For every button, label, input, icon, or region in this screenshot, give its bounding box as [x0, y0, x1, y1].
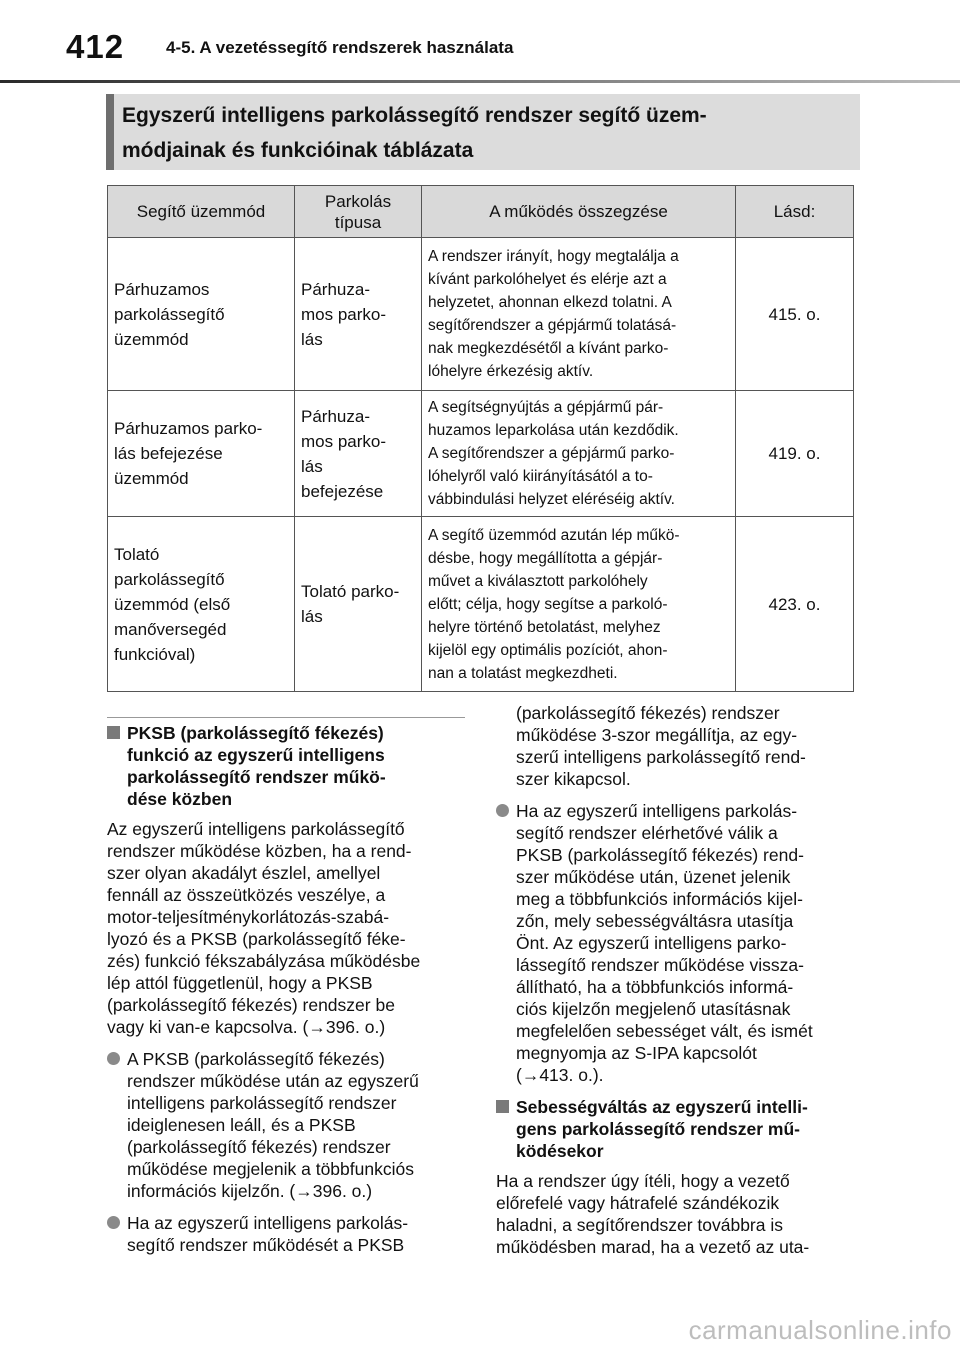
text-line: gens parkolássegítő rendszer mű-	[516, 1119, 800, 1139]
cell-line: A rendszer irányít, hogy megtalálja a	[428, 248, 679, 265]
text-line: működésben marad, ha a vezető az uta-	[496, 1237, 810, 1257]
cell-line: segítőrendszer a gépjármű tolatásá-	[428, 317, 677, 334]
text-line: ciós kijelzőn megjelenő utasításnak	[516, 999, 791, 1019]
text-line: dése közben	[127, 789, 233, 809]
cell-line: befejezése	[301, 481, 384, 501]
cell-ref: 419. o.	[736, 391, 854, 517]
cell-line: üzemmód	[114, 329, 189, 349]
text-line: fennáll az összeütközés veszélye, a	[107, 885, 386, 905]
text-line: (parkolássegítő fékezés) rendszer	[127, 1137, 391, 1157]
text-line: Ha a rendszer úgy ítéli, hogy a vezető	[496, 1171, 790, 1191]
square-bullet-icon	[496, 1100, 509, 1113]
chapter-title: 4-5. A vezetéssegítő rendszerek használata	[166, 38, 514, 57]
cell-line: A segítőrendszer a gépjármű parko-	[428, 445, 675, 462]
cell-type	[295, 238, 422, 391]
text-line: rendszer működése után az egyszerű	[127, 1071, 419, 1091]
text-line: motor-teljesítménykorlátozás-szabá-	[107, 907, 390, 927]
pksb-heading	[107, 722, 465, 810]
header-cell-type	[295, 186, 422, 238]
text-line: megnyomja az S-IPA kapcsolót	[516, 1043, 757, 1063]
cell-line: lás	[301, 456, 323, 476]
cell-line: parkolássegítő	[114, 304, 225, 324]
section-title-line: Egyszerű intelligens parkolássegítő rendszer segítő üzem-	[122, 104, 707, 127]
header-line: Parkolás	[324, 191, 392, 211]
text-line: szer olyan akadályt észlel, amellyel	[107, 863, 381, 883]
cell-line: nak megkezdésétől a kívánt parko-	[428, 340, 669, 357]
cell-ref: 423. o.	[736, 517, 854, 692]
text-line: PKSB (parkolássegítő fékezés)	[127, 723, 384, 743]
cell-line: manőversegéd	[114, 619, 227, 639]
cell-line: előtt; célja, hogy segítse a parkoló-	[428, 595, 668, 613]
header-line: Lásd:	[773, 202, 816, 221]
left-column	[107, 722, 465, 1266]
bullet-item	[496, 800, 854, 1086]
cell-mode	[108, 238, 295, 391]
cell-line: mos parko-	[301, 304, 387, 324]
text-line: vagy ki van-e kapcsolva. (→396. o.)	[107, 1017, 386, 1037]
cell-line: művet a kiválasztott parkolóhely	[428, 572, 648, 590]
text-line: szerű intelligens parkolássegítő rend-	[516, 747, 806, 767]
text-line: Sebességváltás az egyszerű intelli-	[516, 1097, 808, 1117]
cell-line: mos parko-	[301, 431, 387, 451]
text-line: zőn, mely sebességváltásra utasítja	[516, 911, 794, 931]
cell-summary	[422, 238, 736, 391]
text-line: Az egyszerű intelligens parkolássegítő	[107, 819, 405, 839]
cell-line: Párhuza-	[301, 406, 370, 426]
cell-line: Párhuzamos	[114, 279, 210, 299]
header-cell-mode	[108, 186, 295, 238]
square-bullet-icon	[107, 726, 120, 739]
cell-line: Tolató	[114, 544, 160, 564]
cell-line: Párhuza-	[301, 279, 370, 299]
header-line: A működés összegzése	[489, 202, 668, 221]
text-line: ködésekor	[516, 1141, 604, 1161]
cell-line: lóhelyről való kiirányításától a to-	[428, 468, 653, 485]
text-line: segítő rendszer elérhetővé válik a	[516, 823, 778, 843]
cell-ref: 415. o.	[736, 238, 854, 391]
text-line: parkolássegítő rendszer műkö-	[127, 767, 386, 787]
header-rule	[0, 80, 960, 83]
header-cell-ref	[736, 186, 854, 238]
cell-summary	[422, 391, 736, 517]
cell-mode	[108, 517, 295, 692]
text-line: (parkolássegítő fékezés) rendszer be	[107, 995, 395, 1015]
table-row	[108, 517, 854, 692]
text-line: állítható, ha a többfunkciós informá-	[516, 977, 794, 997]
text-line: meg a többfunkciós információs kijel-	[516, 889, 803, 909]
text-line: haladni, a segítőrendszer továbbra is	[496, 1215, 783, 1235]
text-line: Önt. Az egyszerű intelligens parko-	[516, 933, 787, 953]
text-line: funkció az egyszerű intelligens	[127, 745, 385, 765]
cell-line: funkcióval)	[114, 644, 196, 664]
cell-line: lás befejezése	[114, 444, 223, 463]
cell-line: Tolató parko-	[301, 582, 400, 601]
cell-line: lás	[301, 329, 323, 349]
bullet-continuation	[496, 702, 854, 790]
text-line: (→413. o.).	[516, 1065, 604, 1085]
text-line: Ha az egyszerű intelligens parkolás-	[516, 801, 798, 821]
text-line: intelligens parkolássegítő rendszer	[127, 1093, 397, 1113]
cell-line: kijelöl egy optimális pozíciót, ahon-	[428, 641, 668, 659]
right-column	[496, 702, 854, 1268]
section-title	[106, 94, 860, 170]
text-line: (parkolássegítő fékezés) rendszer	[516, 703, 780, 723]
page-number: 412	[66, 28, 125, 65]
round-bullet-icon	[107, 1052, 120, 1065]
cell-line: lás	[301, 607, 323, 626]
cell-line: üzemmód	[114, 469, 189, 488]
text-line: lássegítő rendszer működése vissza-	[516, 955, 804, 975]
table-header-row	[108, 186, 854, 238]
cell-type	[295, 517, 422, 692]
cell-line: désbe, hogy megállította a gépjár-	[428, 549, 663, 567]
gearshift-heading	[496, 1096, 854, 1162]
text-line: működése 3-szor megállítja, az egy-	[516, 725, 798, 745]
section-title-line: módjainak és funkcióinak táblázata	[122, 139, 474, 162]
cell-line: kívánt parkolóhelyet és elérje azt a	[428, 271, 667, 288]
bullet-item	[107, 1048, 465, 1202]
pksb-paragraph	[107, 818, 465, 1038]
table-row	[108, 238, 854, 391]
cell-line: A segítségnyújtás a gépjármű pár-	[428, 399, 664, 416]
text-line: előrefelé vagy hátrafelé szándékozik	[496, 1193, 780, 1213]
cell-summary	[422, 517, 736, 692]
text-line: működése megjelenik a többfunkciós	[127, 1159, 414, 1179]
header-cell-summary	[422, 186, 736, 238]
text-line: szer kikapcsol.	[516, 769, 631, 789]
text-line: lyozó és a PKSB (parkolássegítő féke-	[107, 929, 406, 949]
cell-line: vábbindulási helyzet eléréséig aktív.	[428, 491, 675, 508]
text-line: ideiglenesen leáll, és a PKSB	[127, 1115, 356, 1135]
text-line: lép attól függetlenül, hogy a PKSB	[107, 973, 373, 993]
text-line: megfelelően sebességet vált, és ismét	[516, 1021, 813, 1041]
round-bullet-icon	[107, 1216, 120, 1229]
cell-line: Párhuzamos parko-	[114, 419, 263, 438]
text-line: segítő rendszer működését a PKSB	[127, 1235, 405, 1255]
header-line: típusa	[334, 212, 382, 232]
round-bullet-icon	[496, 804, 509, 817]
text-line: A PKSB (parkolássegítő fékezés)	[127, 1049, 385, 1069]
column-divider	[107, 717, 465, 718]
watermark: carmanualsonline.info	[688, 1315, 952, 1345]
cell-type	[295, 391, 422, 517]
text-line: zés) funkció fékszabályzása működésbe	[107, 951, 421, 971]
cell-line: huzamos leparkolása után kezdődik.	[428, 422, 679, 439]
table-row	[108, 391, 854, 517]
modes-table	[107, 185, 854, 692]
text-line: PKSB (parkolássegítő fékezés) rend-	[516, 845, 804, 865]
cell-mode	[108, 391, 295, 517]
cell-line: parkolássegítő	[114, 569, 225, 589]
cell-line: A segítő üzemmód azután lép műkö-	[428, 526, 680, 544]
bullet-item	[107, 1212, 465, 1256]
cell-line: helyre történő betolatást, melyhez	[428, 618, 661, 636]
header-line: Segítő üzemmód	[136, 202, 266, 221]
cell-line: nan a tolatást megkezdheti.	[428, 664, 618, 682]
text-line: Ha az egyszerű intelligens parkolás-	[127, 1213, 409, 1233]
text-line: szer működése után, üzenet jelenik	[516, 867, 791, 887]
cell-line: helyzetet, ahonnan elkezd tolatni. A	[428, 294, 672, 311]
text-line: rendszer működése közben, ha a rend-	[107, 841, 412, 861]
cell-line: lóhelyre érkezésig aktív.	[428, 363, 594, 380]
cell-line: üzemmód (első	[114, 594, 231, 614]
gearshift-paragraph	[496, 1170, 854, 1258]
text-line: információs kijelzőn. (→396. o.)	[127, 1181, 373, 1201]
